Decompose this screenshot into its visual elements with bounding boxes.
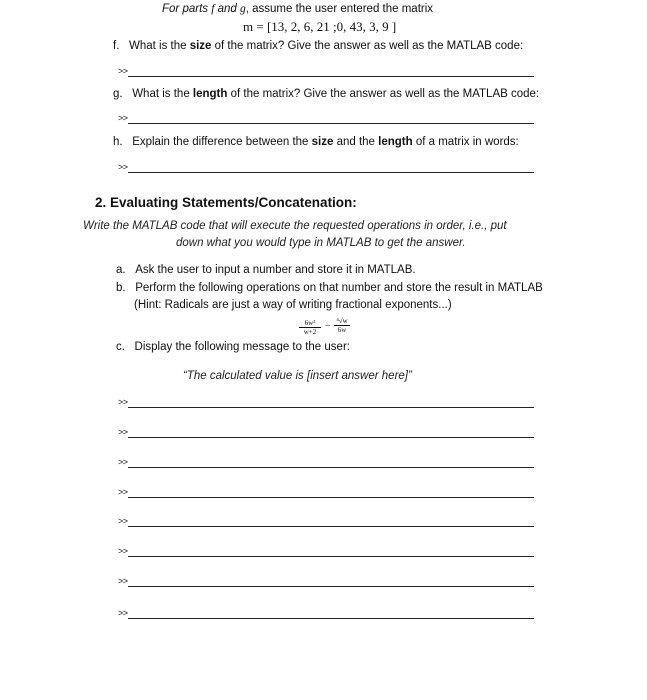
answer-line[interactable] bbox=[128, 526, 534, 527]
prompt-symbol: >> bbox=[118, 516, 128, 526]
answer-line[interactable] bbox=[128, 467, 534, 468]
answer-line-h[interactable] bbox=[128, 172, 534, 173]
minus-sign: − bbox=[325, 321, 331, 332]
intro-line: For parts f and g, assume the user entered the matrix bbox=[162, 3, 434, 15]
answer-line[interactable] bbox=[128, 407, 534, 408]
prompt-symbol: >> bbox=[118, 546, 128, 556]
prompt-symbol: >> bbox=[118, 162, 128, 172]
prompt-symbol: >> bbox=[118, 66, 128, 76]
item-c: c. Display the following message to the user: bbox=[116, 341, 350, 353]
answer-line-g[interactable] bbox=[128, 123, 534, 124]
prompt-symbol: >> bbox=[118, 457, 128, 467]
prompt-symbol: >> bbox=[118, 487, 128, 497]
question-f: f. What is the size of the matrix? Give the answer as well as the MATLAB code: bbox=[113, 40, 524, 52]
section-2-title: 2. Evaluating Statements/Concatenation: bbox=[95, 195, 357, 210]
prompt-symbol: >> bbox=[118, 608, 128, 618]
question-g: g. What is the length of the matrix? Give the answer as well as the MATLAB code: bbox=[113, 88, 540, 100]
item-b: b. Perform the following operations on that number and store the result in MATLAB bbox=[116, 282, 543, 294]
answer-line[interactable] bbox=[128, 618, 534, 619]
instructions-line-1: Write the MATLAB code that will execute the requested operations in order, i.e., put bbox=[83, 220, 507, 232]
fraction-2: $\frac{\text{⁴√w}}{6w}$ bbox=[334, 317, 350, 334]
answer-line[interactable] bbox=[128, 556, 534, 557]
question-h: h. Explain the difference between the size and the length of a matrix in words: bbox=[113, 136, 519, 148]
answer-line-f[interactable] bbox=[128, 76, 534, 77]
hint-text: (Hint: Radicals are just a way of writing fractional exponents...) bbox=[134, 299, 452, 311]
fraction-1: $\frac{\text{6w³}}{w+2}$ bbox=[299, 319, 321, 336]
item-a: a. Ask the user to input a number and store it in MATLAB. bbox=[116, 264, 416, 276]
matrix-definition: m = [13, 2, 6, 21 ;0, 43, 3, 9 ] bbox=[243, 19, 397, 34]
answer-line[interactable] bbox=[128, 437, 534, 438]
prompt-symbol: >> bbox=[118, 113, 128, 123]
display-message: “The calculated value is [insert answer here]” bbox=[183, 370, 412, 382]
answer-line[interactable] bbox=[128, 497, 534, 498]
instructions-line-2: down what you would type in MATLAB to get the answer. bbox=[176, 237, 466, 249]
prompt-symbol: >> bbox=[118, 427, 128, 437]
answer-line[interactable] bbox=[128, 586, 534, 587]
prompt-symbol: >> bbox=[118, 397, 128, 407]
prompt-symbol: >> bbox=[118, 576, 128, 586]
